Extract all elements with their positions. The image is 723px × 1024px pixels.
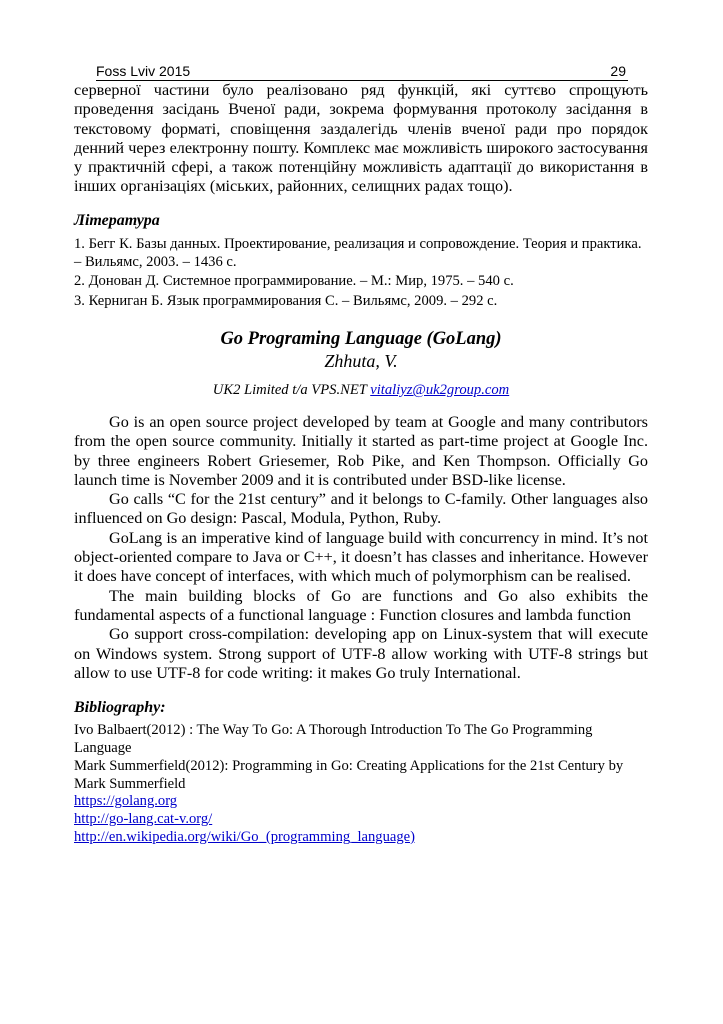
- body-paragraph: Go is an open source project developed by team at Google and many contributors from the open source community. Initially it started as part-time project at Google Inc. by three engineers Robert Griesemer, Rob Pike, and Ken Thompson. Officially Go launch time is November 2009 and it is contributed under BSD-like license.: [74, 412, 648, 489]
- bibliography-heading: Bibliography:: [74, 699, 166, 717]
- bibliography-item: Mark Summerfield(2012): Programming in Go: Creating Applications for the 21st Century by Mark Summerfield: [74, 757, 624, 792]
- author-email-link[interactable]: vitaliyz@uk2group.com: [370, 381, 510, 398]
- bibliography-link[interactable]: [74, 829, 648, 847]
- article-title: Go Programing Language (GoLang): [220, 328, 502, 349]
- affiliation-name: UK2 Limited t/a VPS.NET: [212, 381, 367, 398]
- page-header: [96, 62, 628, 81]
- body-paragraph: GoLang is an imperative kind of language build with concurrency in mind. It’s not object-oriented compare to Java or C++, it doesn’t has classes and inheritance. However it does have concept of interfaces, with which much of polymorphism can be realised.: [74, 528, 648, 586]
- bibliography-link[interactable]: [74, 811, 648, 829]
- references-heading: Література: [74, 211, 160, 229]
- link-go-lang-cat-v[interactable]: http://go-lang.cat-v.org/: [74, 811, 213, 828]
- previous-article-paragraph: серверної частини було реалізовано ряд функцій, які суттєво спрощують проведення засідань Вченої ради, зокрема формування протоколу засідання в текстовому форматі, сповіщення заздалегідь членів вченої ради про порядок денний через електронну пошту. Комплекс має можливість широкого застосування у практичній сфері, а також потенційну можливість адаптації до використання в інших організаціях (міських, районних, селищних радах тощо).: [74, 81, 648, 196]
- article-title-block: [74, 328, 648, 399]
- article-body: [74, 413, 648, 683]
- bibliography-list: [74, 722, 648, 847]
- body-paragraph: The main building blocks of Go are functions and Go also exhibits the fundamental aspects of a functional language : Function closures and lambda function: [74, 586, 648, 624]
- body-paragraph: Go support cross-compilation: developing app on Linux-system that will execute on Windows system. Strong support of UTF-8 allow working with UTF-8 strings but allow to use UTF-8 for code writing: it makes Go truly International.: [74, 625, 648, 682]
- link-wikipedia-go[interactable]: http://en.wikipedia.org/wiki/Go_(programming_language): [74, 828, 415, 845]
- article-author: Zhhuta, V.: [324, 350, 398, 371]
- bibliography-item: Ivo Balbaert(2012) : The Way To Go: A Thorough Introduction To The Go Programming Language: [74, 722, 593, 756]
- body-paragraph: Go calls “C for the 21st century” and it belongs to C-family. Other languages also influenced on Go design: Pascal, Modula, Python, Ruby.: [74, 490, 648, 528]
- page-number: 29: [610, 63, 626, 79]
- reference-item: 1. Бегг К. Базы данных. Проектирование, реализация и сопровождение. Теория и практика. – Вильямс, 2003. – 1436 с.: [74, 235, 642, 270]
- reference-item: 2. Донован Д. Системное программирование. – М.: Мир, 1975. – 540 с.: [74, 273, 514, 290]
- article-affiliation: [74, 381, 648, 399]
- link-golang[interactable]: https://golang.org: [74, 793, 178, 810]
- references-list: [74, 236, 648, 311]
- page-content: [74, 81, 648, 847]
- reference-item: 3. Керниган Б. Язык программирования С. – Вильямс, 2009. – 292 с.: [74, 293, 498, 310]
- header-conference-title: Foss Lviv 2015: [96, 63, 191, 79]
- bibliography-link[interactable]: [74, 793, 648, 811]
